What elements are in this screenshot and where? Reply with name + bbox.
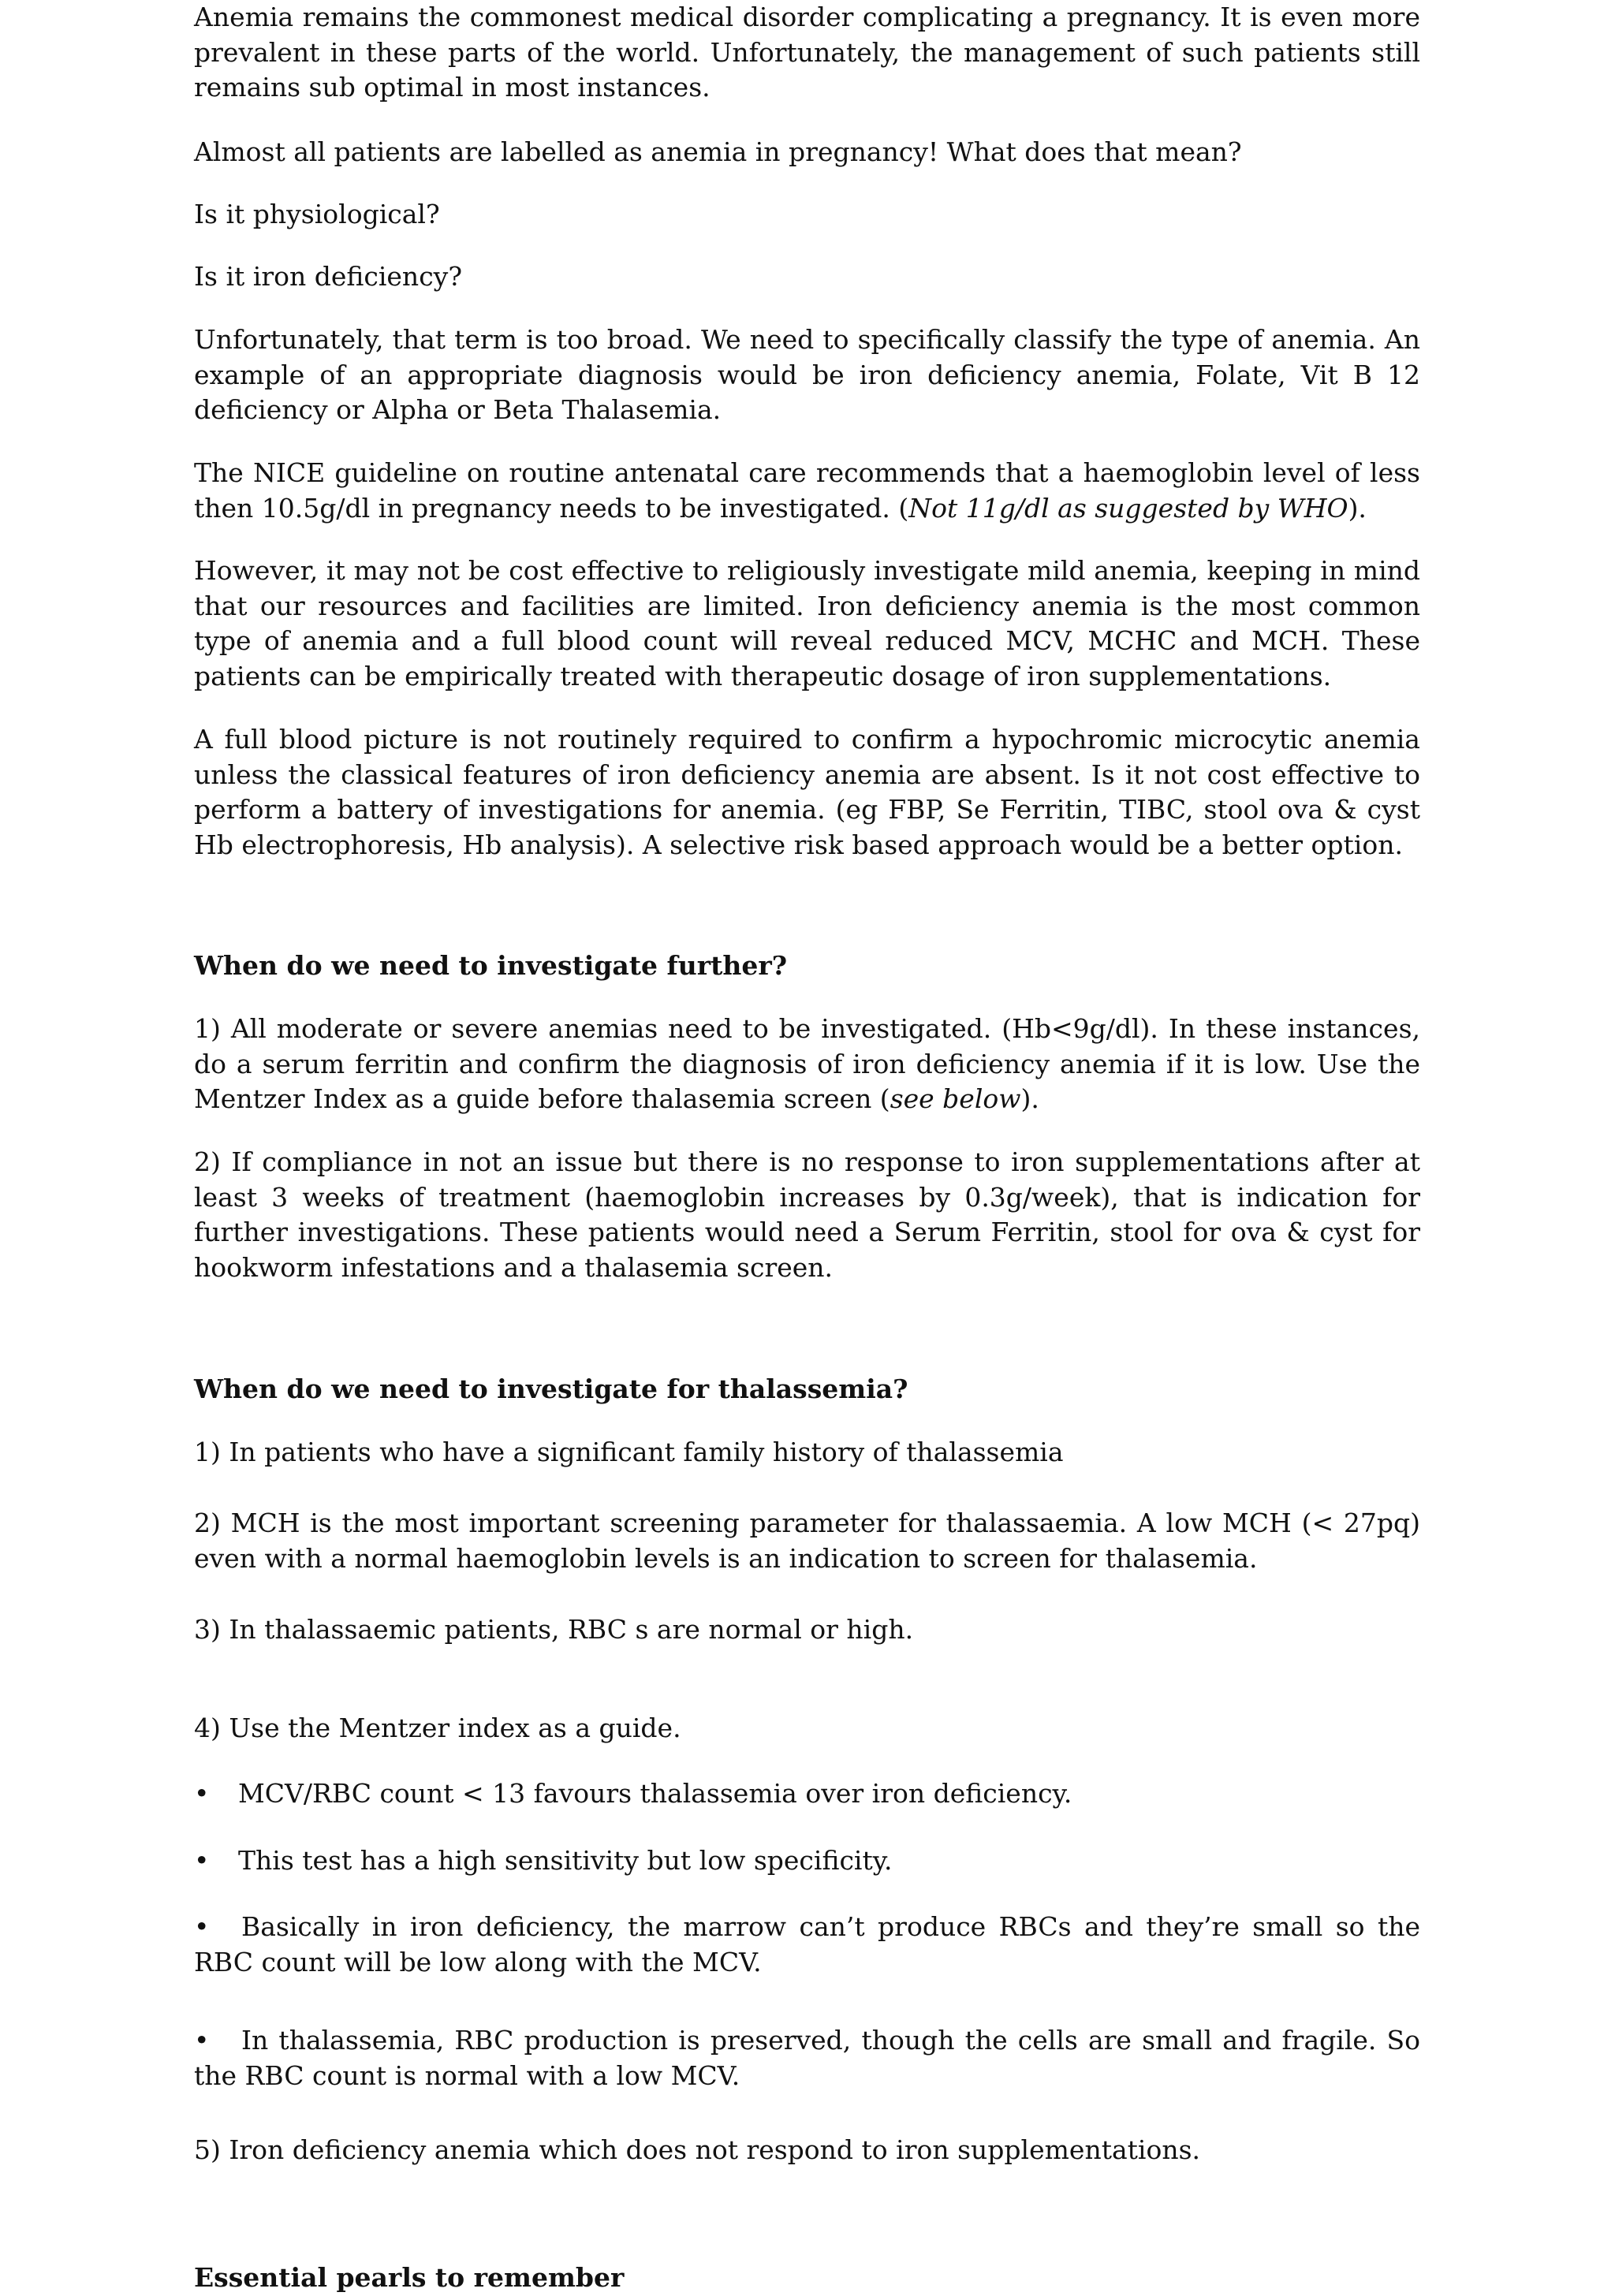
heading-investigate-further: When do we need to investigate further? bbox=[194, 950, 788, 981]
bullet-3: • Basically in iron deficiency, the marrow can’t produce RBCs and they’re small so the RBC count will be low along with the MCV. bbox=[194, 1911, 1420, 1977]
bullet-1-text: MCV/RBC count < 13 favours thalassemia over iron deficiency. bbox=[238, 1778, 1072, 1809]
bullet-3-marker: • bbox=[194, 1911, 210, 1942]
intro-paragraph: Anemia remains the commonest medical disorder complicating a pregnancy. It is even more prevalent in these parts of the world. Unfortunately, the management of such patients still remains sub optimal in most instances. bbox=[194, 2, 1420, 103]
thal-item-3: 3) In thalassaemic patients, RBC s are normal or high. bbox=[194, 1614, 914, 1645]
bullet-4: • In thalassemia, RBC production is preserved, though the cells are small and fragile. So the RBC count is normal with a low MCV. bbox=[194, 2025, 1420, 2091]
full-blood-picture-paragraph: A full blood picture is not routinely required to confirm a hypochromic microcytic anemia unless the classical features of iron deficiency anemia are absent. Is it not cost effective to perform a battery of investigations for anemia. (eg FBP, Se Ferritin, TIBC, stool ova & cyst Hb electrophoresis, Hb analysis). A selective risk based approach would be a better option. bbox=[194, 724, 1420, 860]
question-physiological: Is it physiological? bbox=[194, 199, 440, 229]
further-item-1: 1) All moderate or severe anemias need to be investigated. (Hb<9g/dl). In these instances, do a serum ferritin and confirm the diagnosis of iron deficiency anemia if it is low. Use the Mentzer Index as a guide before thalasemia screen (see below). bbox=[194, 1013, 1420, 1115]
classification-paragraph: Unfortunately, that term is too broad. We need to specifically classify the type of anemia. An example of an appropriate diagnosis would be iron deficiency anemia, Folate, Vit B 12 deficiency or Alpha or Beta Thalasemia. bbox=[194, 324, 1420, 426]
cost-effective-paragraph: However, it may not be cost effective to religiously investigate mild anemia, keeping in mind that our resources and facilities are limited. Iron deficiency anemia is the most common type of anemia and a full blood count will reveal reduced MCV, MCHC and MCH. These patients can be empirically treated with therapeutic dosage of iron supplementations. bbox=[194, 555, 1420, 691]
bullet-4-marker: • bbox=[194, 2025, 210, 2056]
question-iron-deficiency: Is it iron deficiency? bbox=[194, 261, 463, 292]
bullet-1-marker: • bbox=[194, 1778, 210, 1809]
question-paragraph: Almost all patients are labelled as anemia in pregnancy! What does that mean? bbox=[194, 136, 1242, 167]
who-note: Not 11g/dl as suggested by WHO bbox=[908, 492, 1348, 524]
heading-essential-pearls: Essential pearls to remember bbox=[194, 2262, 625, 2293]
thal-item-1: 1) In patients who have a significant family history of thalassemia bbox=[194, 1437, 1064, 1467]
thal-item-2: 2) MCH is the most important screening parameter for thalassaemia. A low MCH (< 27pq) even with a normal haemoglobin levels is an indication to screen for thalasemia. bbox=[194, 1508, 1420, 1574]
thal-item-4: 4) Use the Mentzer index as a guide. bbox=[194, 1713, 681, 1743]
further-item-2: 2) If compliance in not an issue but there is no response to iron supplementations after at least 3 weeks of treatment (haemoglobin increases by 0.3g/week), that is indication for further investigations. These patients would need a Serum Ferritin, stool for ova & cyst for hookworm infestations and a thalasemia screen. bbox=[194, 1146, 1420, 1283]
nice-guideline-paragraph: The NICE guideline on routine antenatal care recommends that a haemoglobin level of less then 10.5g/dl in pregnancy needs to be investigated. (Not 11g/dl as suggested by WHO). bbox=[194, 457, 1420, 524]
thal-item-5: 5) Iron deficiency anemia which does not respond to iron supplementations. bbox=[194, 2134, 1200, 2165]
bullet-2-text: This test has a high sensitivity but low specificity. bbox=[238, 1845, 893, 1876]
bullet-2-marker: • bbox=[194, 1845, 210, 1876]
heading-investigate-thalassemia: When do we need to investigate for thalassemia? bbox=[194, 1374, 908, 1404]
